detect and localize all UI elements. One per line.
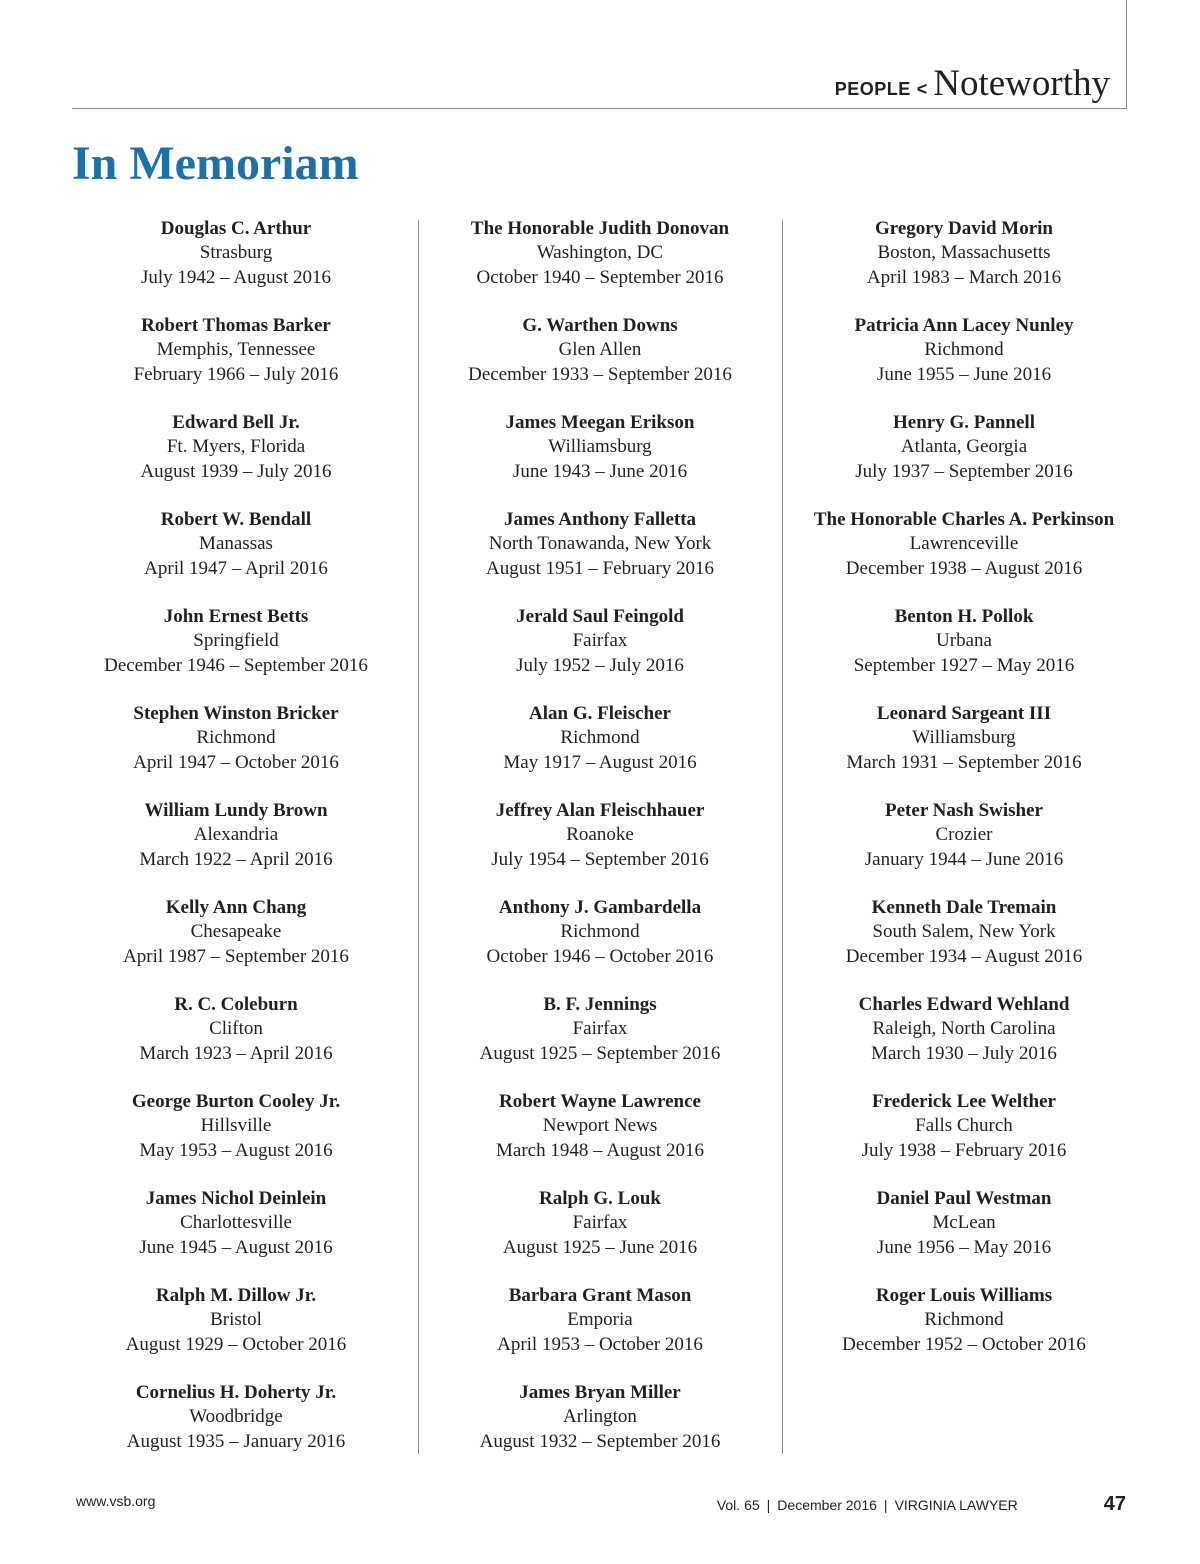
person-name: Robert Wayne Lawrence	[499, 1091, 701, 1112]
person-dates: April 1947 – April 2016	[144, 557, 328, 579]
person-name: The Honorable Charles A. Perkinson	[813, 509, 1115, 530]
person-name: Barbara Grant Mason	[508, 1285, 692, 1306]
person-name: Jeffrey Alan Fleischhauer	[495, 800, 705, 821]
person-location: Charlottesville	[180, 1212, 292, 1234]
person-dates: May 1917 – August 2016	[503, 751, 697, 773]
person-dates: August 1929 – October 2016	[125, 1333, 347, 1355]
memoriam-column-1	[76, 217, 396, 1478]
person-location: Fairfax	[572, 630, 628, 652]
person-dates: October 1946 – October 2016	[486, 945, 714, 967]
person-location: Hillsville	[200, 1115, 272, 1137]
person-dates: March 1922 – April 2016	[139, 848, 333, 870]
person-dates: January 1944 – June 2016	[864, 848, 1064, 870]
person-dates: July 1952 – July 2016	[516, 654, 684, 676]
person-name: Kenneth Dale Tremain	[871, 897, 1057, 918]
person-dates: June 1943 – June 2016	[512, 460, 688, 482]
category-label: Noteworthy	[933, 63, 1110, 104]
person-name: John Ernest Betts	[163, 606, 309, 627]
footer-publication-info	[717, 1493, 1126, 1516]
person-name: Frederick Lee Welther	[872, 1091, 1056, 1112]
column-divider	[418, 220, 419, 1454]
person-dates: August 1935 – January 2016	[126, 1430, 346, 1452]
memoriam-entry	[76, 799, 396, 896]
footer-separator: |	[883, 1497, 888, 1513]
memoriam-entry	[804, 799, 1124, 896]
person-dates: March 1923 – April 2016	[139, 1042, 333, 1064]
person-dates: April 1947 – October 2016	[133, 751, 339, 773]
person-location: Richmond	[560, 921, 640, 943]
person-location: Atlanta, Georgia	[900, 436, 1028, 458]
person-dates: June 1956 – May 2016	[876, 1236, 1052, 1258]
person-dates: July 1954 – September 2016	[491, 848, 709, 870]
memoriam-entry	[76, 1187, 396, 1284]
person-location: Richmond	[924, 339, 1004, 361]
memoriam-entry	[440, 1381, 760, 1478]
person-location: Richmond	[196, 727, 276, 749]
person-location: Washington, DC	[536, 242, 664, 264]
person-location: Bristol	[210, 1309, 262, 1331]
person-location: Newport News	[542, 1115, 658, 1137]
memoriam-entry	[440, 702, 760, 799]
person-name: G. Warthen Downs	[522, 315, 678, 336]
person-location: Williamsburg	[912, 727, 1016, 749]
memoriam-entry	[804, 314, 1124, 411]
person-dates: December 1946 – September 2016	[104, 654, 368, 676]
person-name: Robert Thomas Barker	[141, 315, 331, 336]
memoriam-entry	[804, 217, 1124, 314]
person-name: R. C. Coleburn	[174, 994, 298, 1015]
person-name: Cornelius H. Doherty Jr.	[135, 1382, 337, 1403]
memoriam-entry	[440, 993, 760, 1090]
footer-publication: VIRGINIA LAWYER	[894, 1497, 1018, 1513]
person-dates: December 1938 – August 2016	[845, 557, 1083, 579]
person-name: William Lundy Brown	[144, 800, 328, 821]
memoriam-entry	[804, 508, 1124, 605]
person-dates: April 1983 – March 2016	[866, 266, 1062, 288]
person-name: Henry G. Pannell	[893, 412, 1035, 433]
person-name: James Anthony Falletta	[503, 509, 697, 530]
memoriam-entry	[440, 605, 760, 702]
person-name: Douglas C. Arthur	[160, 218, 312, 239]
person-dates: March 1931 – September 2016	[846, 751, 1082, 773]
person-dates: March 1930 – July 2016	[871, 1042, 1057, 1064]
person-location: McLean	[932, 1212, 996, 1234]
person-location: Roanoke	[566, 824, 634, 846]
person-location: Richmond	[924, 1309, 1004, 1331]
memoriam-entry	[76, 1284, 396, 1381]
memoriam-entry	[76, 411, 396, 508]
person-location: Chesapeake	[190, 921, 282, 943]
person-name: Anthony J. Gambardella	[498, 897, 702, 918]
memoriam-entry	[804, 1187, 1124, 1284]
column-divider	[782, 220, 783, 1454]
person-dates: April 1987 – September 2016	[123, 945, 349, 967]
memoriam-entry	[440, 1090, 760, 1187]
person-location: Arlington	[563, 1406, 637, 1428]
person-dates: December 1934 – August 2016	[845, 945, 1083, 967]
person-name: James Bryan Miller	[519, 1382, 681, 1403]
person-name: Patricia Ann Lacey Nunley	[854, 315, 1074, 336]
memoriam-entry	[76, 217, 396, 314]
section-label: PEOPLE	[834, 79, 911, 99]
person-location: Strasburg	[199, 242, 273, 264]
person-name: Ralph M. Dillow Jr.	[155, 1285, 317, 1306]
person-dates: August 1951 – February 2016	[486, 557, 714, 579]
memoriam-entry	[440, 314, 760, 411]
person-location: Glen Allen	[558, 339, 642, 361]
person-name: Benton H. Pollok	[894, 606, 1034, 627]
person-location: Richmond	[560, 727, 640, 749]
person-name: George Burton Cooley Jr.	[131, 1091, 341, 1112]
person-dates: August 1925 – June 2016	[502, 1236, 698, 1258]
memoriam-entry	[76, 605, 396, 702]
person-location: Fairfax	[572, 1018, 628, 1040]
memoriam-entry	[804, 1090, 1124, 1187]
person-name: Kelly Ann Chang	[165, 897, 307, 918]
memoriam-entry	[440, 896, 760, 993]
person-dates: July 1942 – August 2016	[140, 266, 332, 288]
person-dates: March 1948 – August 2016	[496, 1139, 704, 1161]
person-dates: May 1953 – August 2016	[139, 1139, 333, 1161]
person-location: Memphis, Tennessee	[156, 339, 316, 361]
person-location: Woodbridge	[189, 1406, 283, 1428]
memoriam-entry	[804, 411, 1124, 508]
memoriam-column-3	[804, 217, 1124, 1381]
person-dates: August 1939 – July 2016	[140, 460, 332, 482]
person-location: North Tonawanda, New York	[488, 533, 712, 555]
person-location: Lawrenceville	[909, 533, 1019, 555]
person-name: Stephen Winston Bricker	[133, 703, 339, 724]
footer-separator: |	[766, 1497, 771, 1513]
memoriam-entry	[76, 993, 396, 1090]
person-dates: December 1933 – September 2016	[468, 363, 732, 385]
header-right-rule	[1126, 0, 1127, 108]
person-name: B. F. Jennings	[543, 994, 657, 1015]
memoriam-entry	[76, 508, 396, 605]
person-dates: April 1953 – October 2016	[497, 1333, 703, 1355]
person-location: Urbana	[936, 630, 992, 652]
memoriam-entry	[440, 508, 760, 605]
memoriam-entry	[804, 605, 1124, 702]
person-name: Edward Bell Jr.	[172, 412, 300, 433]
person-name: James Meegan Erikson	[505, 412, 695, 433]
person-location: Fairfax	[572, 1212, 628, 1234]
person-name: Peter Nash Swisher	[885, 800, 1043, 821]
person-dates: June 1955 – June 2016	[876, 363, 1052, 385]
person-name: Leonard Sargeant III	[876, 703, 1052, 724]
memoriam-entry	[76, 1090, 396, 1187]
footer-issue-date: December 2016	[777, 1497, 877, 1513]
memoriam-entry	[76, 314, 396, 411]
person-location: Manassas	[199, 533, 273, 555]
memoriam-entry	[804, 1284, 1124, 1381]
person-name: Charles Edward Wehland	[858, 994, 1070, 1015]
person-dates: August 1932 – September 2016	[479, 1430, 721, 1452]
person-dates: June 1945 – August 2016	[139, 1236, 333, 1258]
person-dates: July 1937 – September 2016	[855, 460, 1073, 482]
page-title: In Memoriam	[72, 137, 359, 190]
section-header	[835, 62, 1110, 105]
memoriam-entry	[440, 217, 760, 314]
footer-website: www.vsb.org	[76, 1493, 156, 1509]
person-dates: October 1940 – September 2016	[476, 266, 724, 288]
person-dates: December 1952 – October 2016	[842, 1333, 1086, 1355]
memoriam-column-2	[440, 217, 760, 1478]
person-location: South Salem, New York	[872, 921, 1056, 943]
person-location: Raleigh, North Carolina	[872, 1018, 1056, 1040]
page-number: 47	[1103, 1493, 1126, 1515]
person-name: Daniel Paul Westman	[876, 1188, 1052, 1209]
footer-volume: Vol. 65	[716, 1497, 760, 1513]
memoriam-entry	[76, 702, 396, 799]
memoriam-entry	[76, 896, 396, 993]
memoriam-entry	[804, 702, 1124, 799]
person-location: Alexandria	[193, 824, 279, 846]
person-location: Crozier	[935, 824, 993, 846]
memoriam-entry	[76, 1381, 396, 1478]
person-dates: February 1966 – July 2016	[133, 363, 339, 385]
person-dates: September 1927 – May 2016	[853, 654, 1075, 676]
person-location: Clifton	[209, 1018, 263, 1040]
person-name: Ralph G. Louk	[539, 1188, 661, 1209]
person-location: Ft. Myers, Florida	[166, 436, 306, 458]
person-location: Emporia	[567, 1309, 633, 1331]
person-name: Alan G. Fleischer	[529, 703, 671, 724]
person-location: Williamsburg	[548, 436, 652, 458]
person-location: Boston, Massachusetts	[877, 242, 1051, 264]
person-location: Falls Church	[915, 1115, 1013, 1137]
person-name: The Honorable Judith Donovan	[470, 218, 730, 239]
person-name: Gregory David Morin	[874, 218, 1053, 239]
memoriam-entry	[804, 993, 1124, 1090]
memoriam-entry	[804, 896, 1124, 993]
memoriam-entry	[440, 1187, 760, 1284]
person-name: Robert W. Bendall	[160, 509, 312, 530]
memoriam-entry	[440, 1284, 760, 1381]
header-rule	[72, 108, 1127, 109]
person-name: James Nichol Deinlein	[145, 1188, 327, 1209]
person-name: Roger Louis Williams	[875, 1285, 1053, 1306]
person-name: Jerald Saul Feingold	[516, 606, 684, 627]
person-dates: August 1925 – September 2016	[479, 1042, 721, 1064]
person-location: Springfield	[193, 630, 279, 652]
memoriam-entry	[440, 799, 760, 896]
section-separator: <	[916, 79, 928, 99]
memoriam-entry	[440, 411, 760, 508]
person-dates: July 1938 – February 2016	[861, 1139, 1067, 1161]
